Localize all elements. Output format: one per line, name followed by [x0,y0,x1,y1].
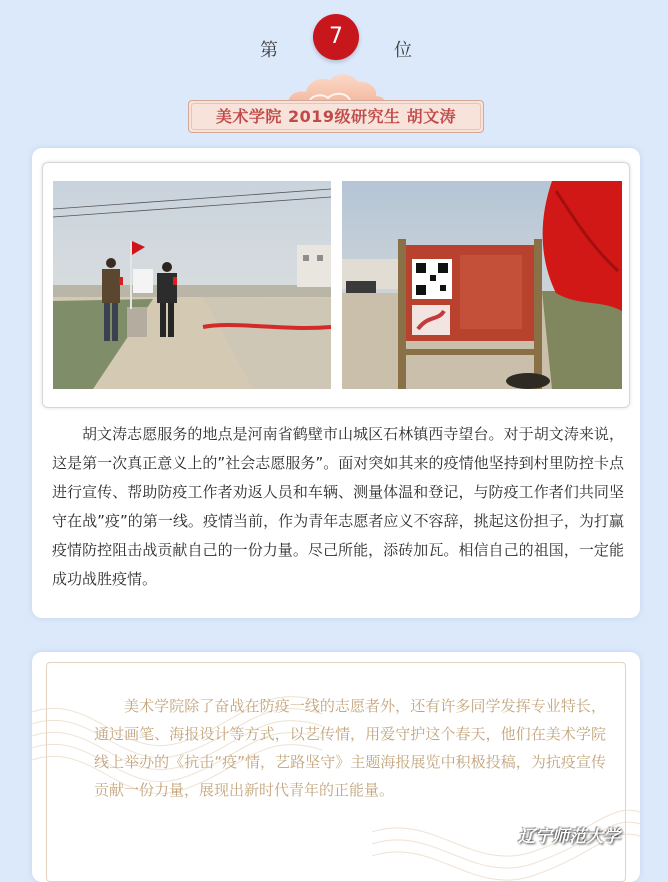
rank-suffix: 位 [394,40,412,61]
checkpoint-photo [53,181,331,389]
university-watermark: 辽宁师范大学 [518,827,620,847]
photo-frame [42,162,630,408]
banner-inner-border [191,103,481,130]
name-banner [188,100,484,133]
banner-text: 美术学院 2019级研究生 胡文涛 [215,107,457,126]
rank-number-badge: 7 [313,14,359,60]
rank-prefix: 第 [260,40,278,61]
notice-board-photo [342,181,622,389]
volunteer-paragraph: 胡文涛志愿服务的地点是河南省鹤壁市山城区石林镇西寺望台。对于胡文涛来说，这是第一次真正意义上的”社会志愿服务”。面对突如其来的疫情他坚持到村里防控卡点进行宣传、帮助防疫工作者劝返人员和车辆、测量体温和登记，与防疫工作者们共同坚守在战”疫”的第一线。疫情当前，作为青年志愿者应义不容辞，挑起这份担子，为打赢疫情防控阻击战贡献自己的一份力量。尽己所能，添砖加瓦。相信自己的祖国，一定能成功战胜疫情。 [52,425,624,588]
rank-header [0,14,668,74]
art-school-paragraph: 美术学院除了奋战在防疫一线的志愿者外，还有许多同学发挥专业特长，通过画笔、海报设计等方式，以艺传情，用爱守护这个春天，他们在美术学院线上举办的《抗击“疫”情，艺路坚守》主题海报展览中积极投稿，为抗疫宣传贡献一份力量，展现出新时代青年的正能量。 [94,697,606,799]
